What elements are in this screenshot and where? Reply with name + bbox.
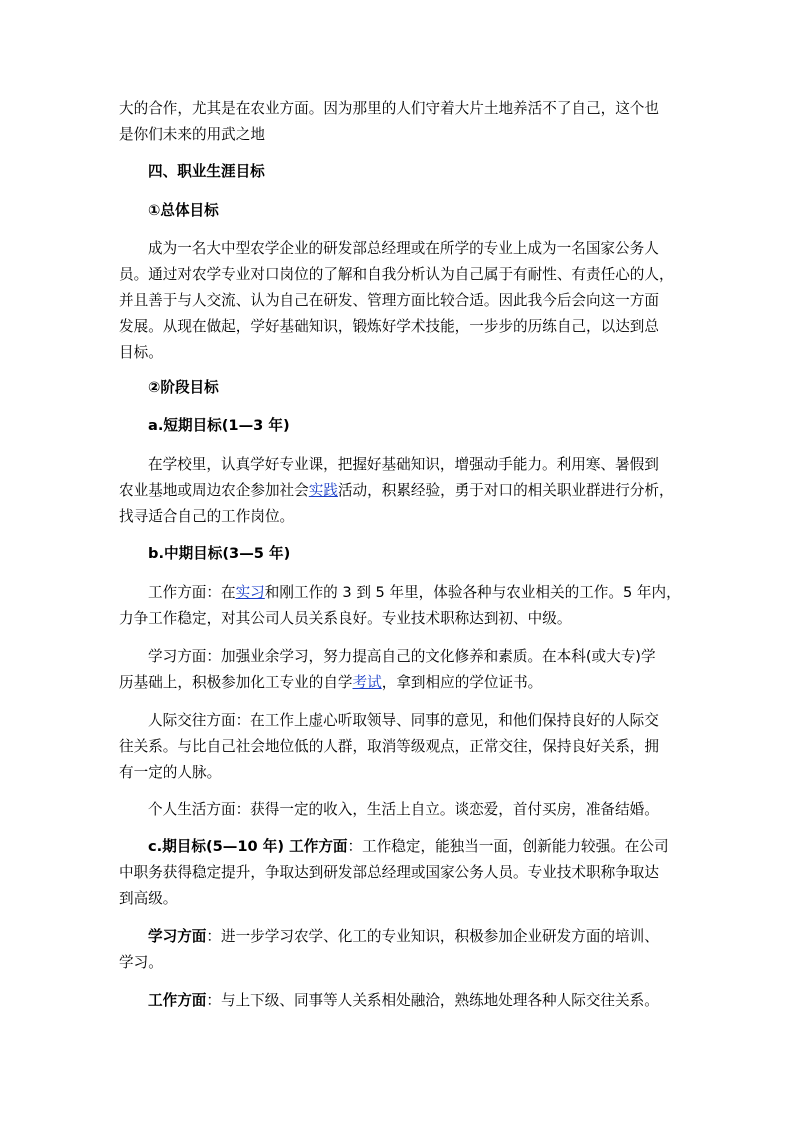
text-line: 是你们未来的用武之地 (119, 126, 265, 143)
stage-goal-heading: ②阶段目标 (148, 379, 219, 396)
mid-work-paragraph (119, 580, 684, 632)
text-line: 发展。从现在做起，学好基础知识，锻炼好学术技能，一步步的历练自己，以达到总 (119, 318, 659, 335)
text-line: 往关系。与比自己社会地位低的人群，取消等级观点，正常交往，保持良好关系，拥 (119, 738, 659, 755)
text-line: 找寻适合自己的工作岗位。 (119, 508, 295, 525)
mid-study-paragraph (119, 644, 684, 696)
section-heading: 四、职业生涯目标 (148, 163, 265, 180)
text-line: 学习方面：加强业余学习，努力提高自己的文化修养和素质。在本科(或大专)学 (148, 648, 656, 665)
short-term-heading: a.短期目标(1—3 年) (148, 417, 290, 434)
text-line: 力争工作稳定，对其公司人员关系良好。专业技术职称达到初、中级。 (119, 610, 572, 627)
short-term-paragraph (119, 452, 684, 530)
internship-link[interactable]: 实习 (235, 584, 265, 601)
text-line: 工作方面：在实习和刚工作的 3 到 5 年里，体验各种与农业相关的工作。5 年内， (148, 584, 681, 601)
text-line: 学习方面：进一步学习农学、化工的专业知识，积极参加企业研发方面的培训、 (148, 928, 659, 945)
intro-paragraph (119, 96, 684, 148)
mid-life-paragraph (119, 797, 684, 823)
text-line: 中职务获得稳定提升，争取达到研发部总经理或国家公务人员。专业技术职称争取达 (119, 864, 659, 881)
text-line: 学习。 (119, 954, 163, 971)
work-label: 工作方面 (148, 992, 207, 1009)
text-line: 员。通过对农学专业对口岗位的了解和自我分析认为自己属于有耐性、有责任心的人， (119, 266, 674, 283)
text-line: 有一定的人脉。 (119, 764, 222, 781)
practice-link[interactable]: 实践 (308, 482, 338, 499)
long-study-paragraph (119, 924, 684, 976)
text-line: 农业基地或周边农企参加社会实践活动，积累经验，勇于对口的相关职业群进行分析， (119, 482, 674, 499)
long-term-paragraph (119, 834, 684, 912)
text-line: 并且善于与人交流、认为自己在研发、管理方面比较合适。因此我今后会向这一方面 (119, 292, 659, 309)
text-line: c.期目标(5—10 年) 工作方面：工作稳定，能独当一面，创新能力较强。在公司 (148, 838, 669, 855)
study-label: 学习方面 (148, 928, 207, 945)
overall-goal-paragraph (119, 236, 684, 366)
text-line: 成为一名大中型农学企业的研发部总经理或在所学的专业上成为一名国家公务人 (148, 240, 659, 257)
text-line: 工作方面：与上下级、同事等人关系相处融洽，熟练地处理各种人际交往关系。 (148, 992, 659, 1009)
text-line: 人际交往方面：在工作上虚心听取领导、同事的意见，和他们保持良好的人际交 (148, 712, 659, 729)
text-line: 大的合作，尤其是在农业方面。因为那里的人们守着大片土地养活不了自己，这个也 (119, 100, 659, 117)
long-term-heading: c.期目标(5—10 年) 工作方面 (148, 838, 348, 855)
mid-term-heading: b.中期目标(3—5 年) (148, 545, 291, 562)
text-line: 到高级。 (119, 890, 178, 907)
text-line: 历基础上，积极参加化工专业的自学考试，拿到相应的学位证书。 (119, 674, 543, 691)
exam-link[interactable]: 考试 (352, 674, 382, 691)
long-work-paragraph (119, 988, 684, 1014)
text-line: 个人生活方面：获得一定的收入，生活上自立。谈恋爱，首付买房，准备结婚。 (148, 801, 659, 818)
text-line: 目标。 (119, 344, 163, 361)
text-line: 在学校里，认真学好专业课，把握好基础知识，增强动手能力。利用寒、暑假到 (148, 456, 659, 473)
mid-social-paragraph (119, 708, 684, 786)
overall-goal-heading: ①总体目标 (148, 202, 219, 219)
